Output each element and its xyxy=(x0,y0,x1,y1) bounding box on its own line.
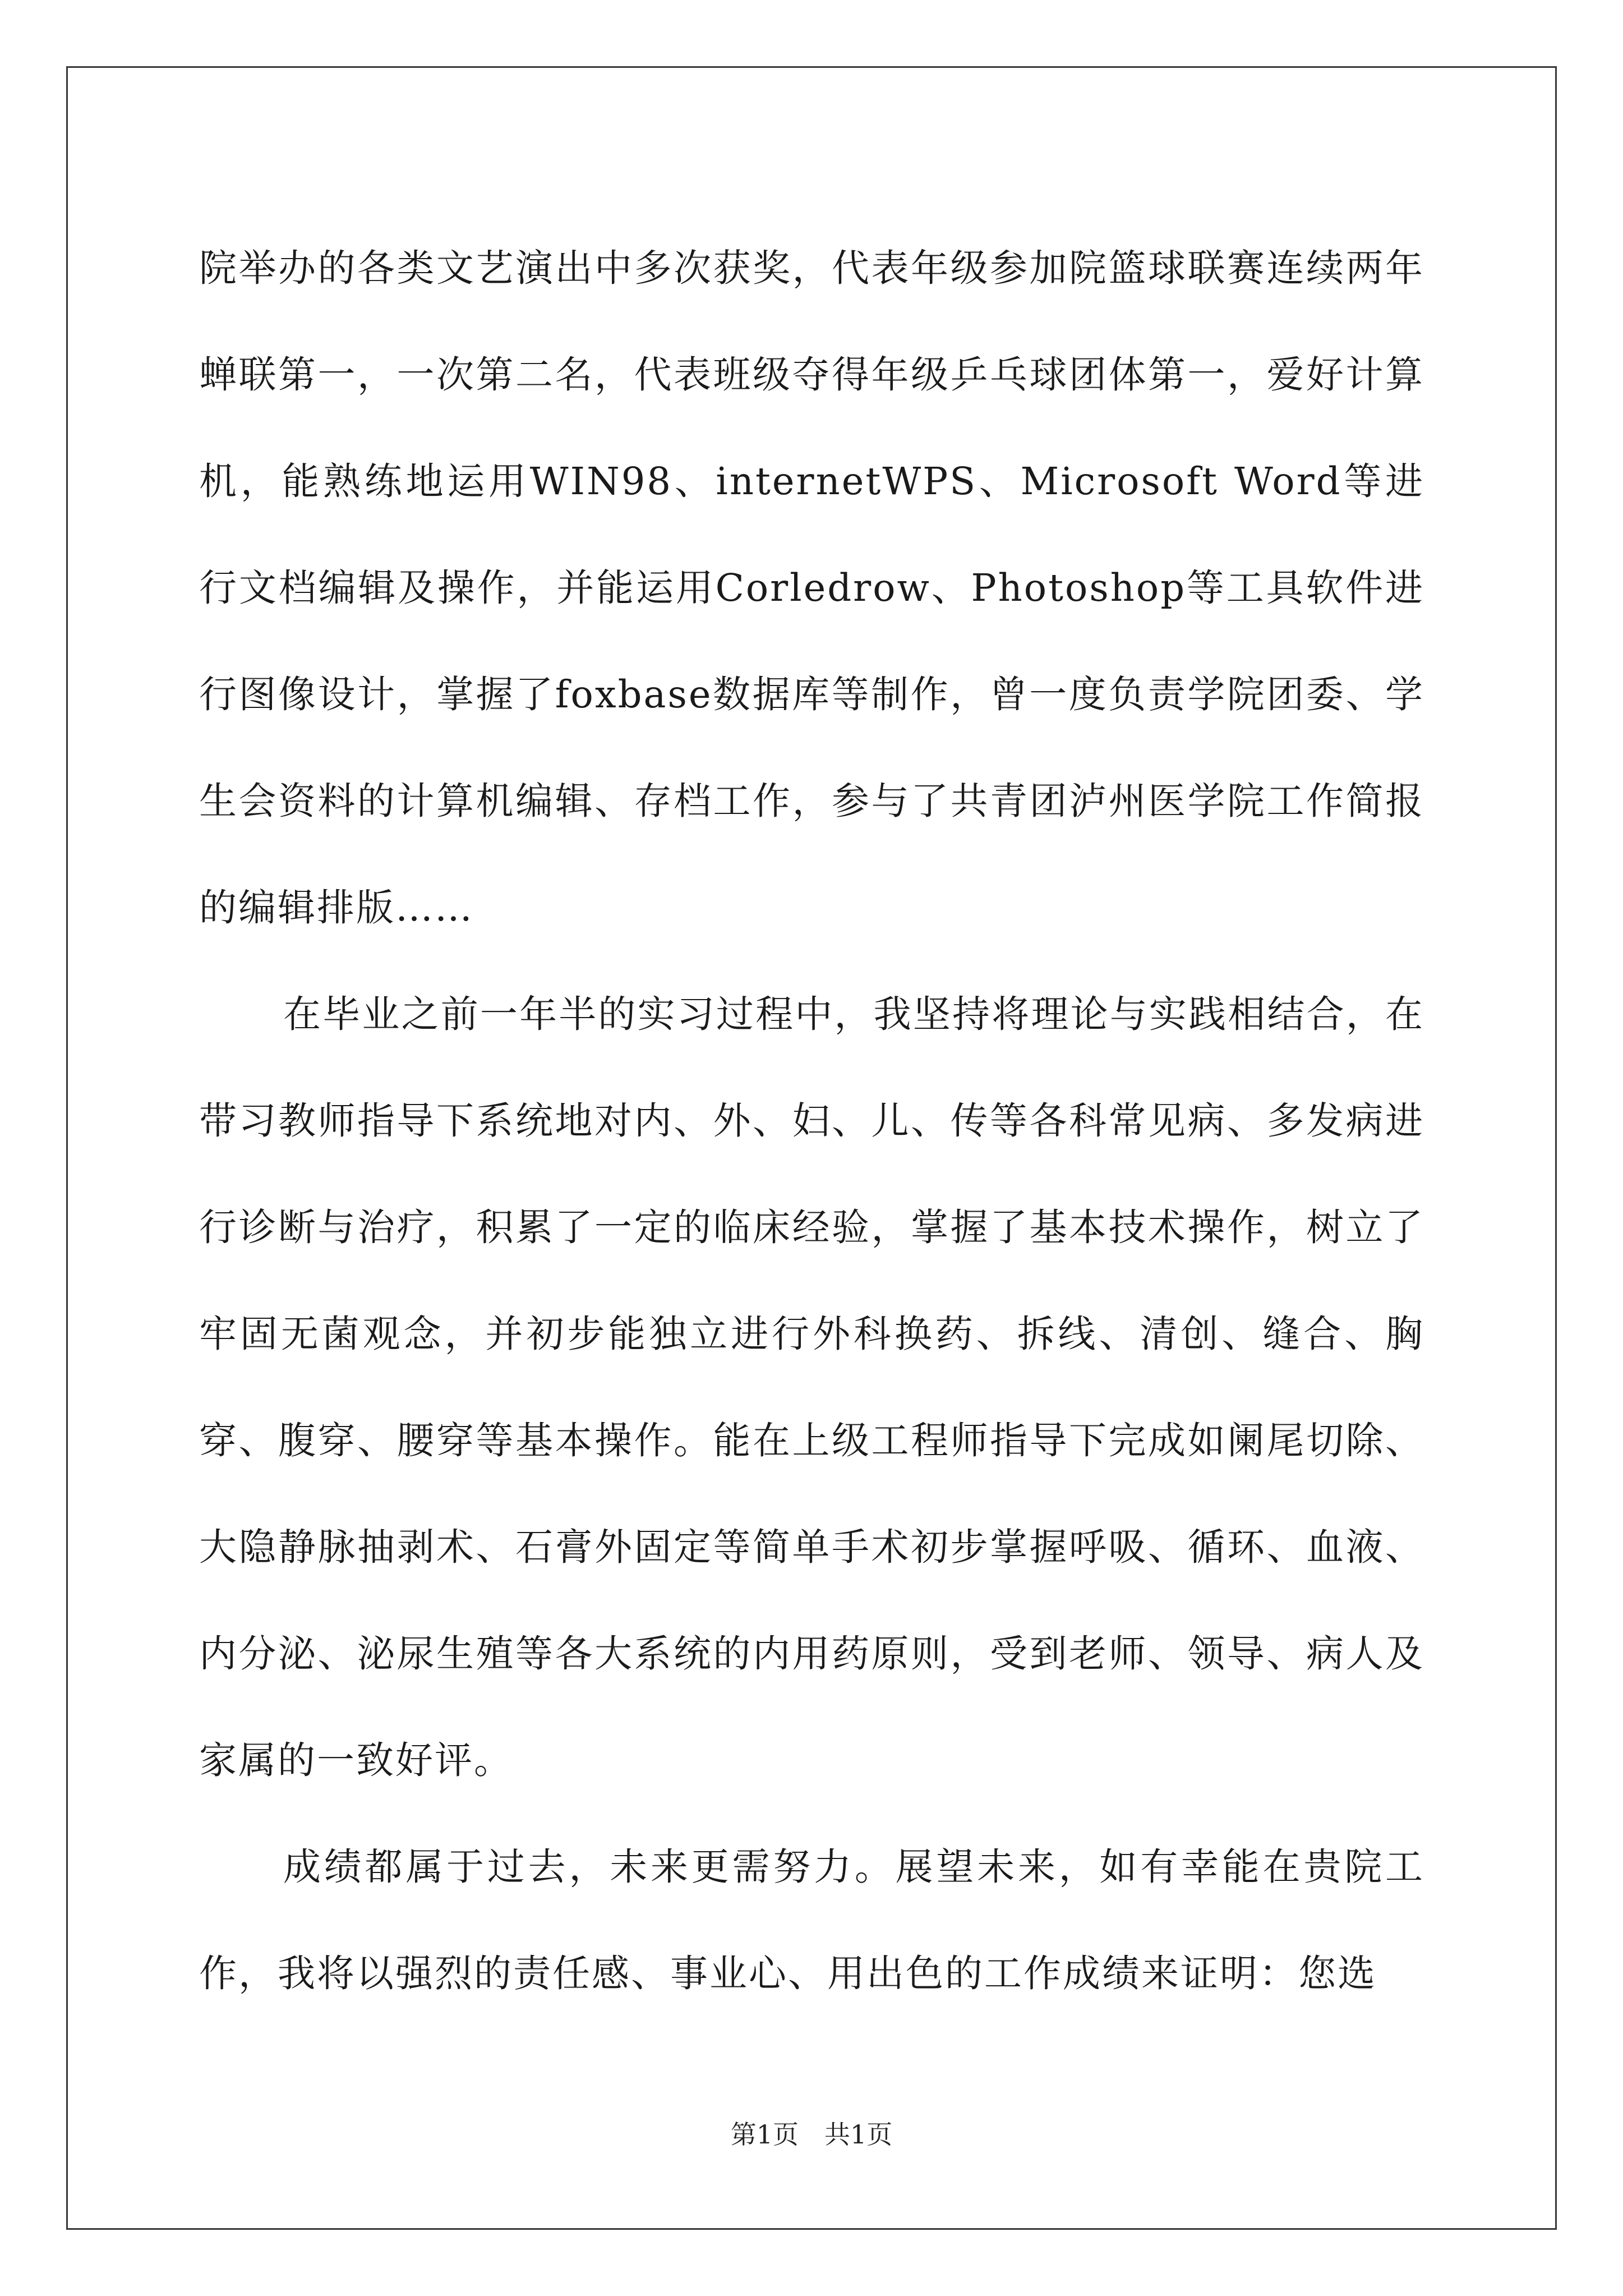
document-body xyxy=(199,215,1424,2027)
paragraph-1: 院举办的各类文艺演出中多次获奖，代表年级参加院篮球联赛连续两年蝉联第一，一次第二名，代表班级夺得年级乒乓球团体第一，爱好计算机，能熟练地运用WIN98、internetWPS、Microsoft Word等进行文档编辑及操作，并能运用Corledrow、Photoshop等工具软件进行图像设计，掌握了foxbase数据库等制作，曾一度负责学院团委、学生会资料的计算机编辑、存档工作，参与了共青团泸州医学院工作简报的编辑排版…… xyxy=(199,246,1424,930)
paragraph-3: 成绩都属于过去，未来更需努力。展望未来，如有幸能在贵院工作，我将以强烈的责任感、事业心、用出色的工作成绩来证明：您选 xyxy=(199,1845,1424,1995)
paragraph-2: 在毕业之前一年半的实习过程中，我坚持将理论与实践相结合，在带习教师指导下系统地对内、外、妇、儿、传等各科常见病、多发病进行诊断与治疗，积累了一定的临床经验，掌握了基本技术操作，树立了牢固无菌观念，并初步能独立进行外科换药、拆线、清创、缝合、胸穿、腹穿、腰穿等基本操作。能在上级工程师指导下完成如阑尾切除、大隐静脉抽剥术、石膏外固定等简单手术初步掌握呼吸、循环、血液、内分泌、泌尿生殖等各大系统的内用药原则，受到老师、领导、病人及家属的一致好评。 xyxy=(199,992,1424,1782)
page-number-footer: 第1页 共1页 xyxy=(730,2119,893,2150)
